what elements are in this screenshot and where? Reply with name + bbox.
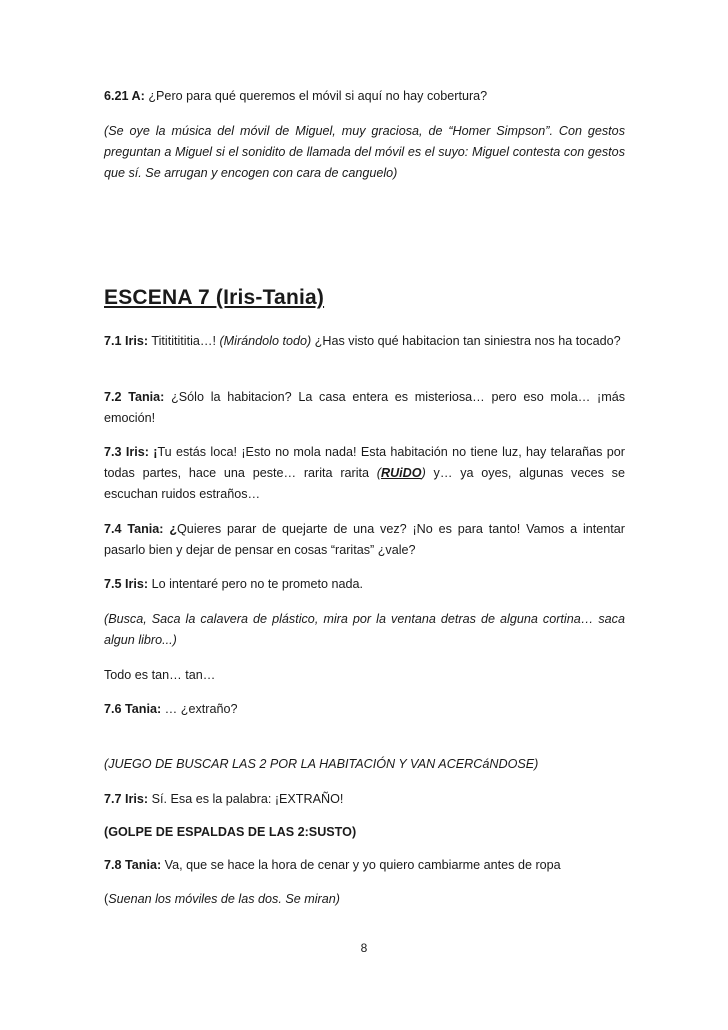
stage-direction-5: (Suenan los móviles de las dos. Se miran) xyxy=(104,892,340,906)
speaker-ref: 7.3 Iris: ¡ xyxy=(104,445,158,459)
dialogue-7-2: 7.2 Tania: ¿Sólo la habitacion? La casa entera es misteriosa… pero eso mola… ¡más emoción! xyxy=(104,390,625,425)
sound-cue: RUiDO xyxy=(380,466,422,480)
speaker-ref: 7.1 Iris: xyxy=(104,334,149,348)
speaker-ref: 7.2 Tania: xyxy=(104,390,165,404)
scene-heading: ESCENA 7 (Iris-Tania) xyxy=(104,286,325,309)
page-number: 8 xyxy=(360,941,368,955)
stage-direction-3: (JUEGO DE BUSCAR LAS 2 POR LA HABITACIÓN Y VAN ACERCáNDOSE) xyxy=(104,757,539,771)
stage-direction-2: (Busca, Saca la calavera de plástico, mira por la ventana detras de alguna cortina… saca algun libro...) xyxy=(104,612,625,647)
dialogue-7-1: 7.1 Iris: Titititititia…! (Mirándolo todo) ¿Has visto qué habitacion tan siniestra nos ha tocado? xyxy=(104,334,621,348)
dialogue-7-4: 7.4 Tania: ¿Quieres parar de quejarte de una vez? ¡No es para tanto! Vamos a intentar pasarlo bien y dejar de pensar en cosas “raritas” ¿vale? xyxy=(104,522,625,557)
dialogue-6-21 xyxy=(104,86,625,107)
stage-direction-1: (Se oye la música del móvil de Miguel, muy graciosa, de “Homer Simpson”. Con gestos preguntan a Miguel si el sonidito de llamada del móvil es el suyo: Miguel contesta con gestos que sí. Se arrugan y encogen con cara de canguelo) xyxy=(104,124,625,180)
dialogue-7-6: 7.6 Tania: … ¿extraño? xyxy=(104,702,238,716)
speaker-ref: 6.21 A: xyxy=(104,89,145,103)
speaker-ref: 7.7 Iris: xyxy=(104,792,149,806)
dialogue-text: ¿Pero para qué queremos el móvil si aquí no hay cobertura? xyxy=(144,89,488,103)
dialogue-7-3: 7.3 Iris: ¡Tu estás loca! ¡Esto no mola nada! Esta habitación no tiene luz, hay telarañas por todas partes, hace una peste… rarita rarita (RUiDO) y… ya oyes, algunas veces se escuchan ruidos estraños… xyxy=(104,445,625,501)
speaker-ref: 7.4 Tania: ¿ xyxy=(104,522,178,536)
stage-direction-4: (GOLPE DE ESPALDAS DE LAS 2:SUSTO) xyxy=(104,825,357,839)
speaker-ref: 7.6 Tania: xyxy=(104,702,162,716)
inline-direction: (Mirándolo todo) xyxy=(219,334,312,348)
dialogue-7-7: 7.7 Iris: Sí. Esa es la palabra: ¡EXTRAÑO! xyxy=(104,792,344,806)
dialogue-7-5: 7.5 Iris: Lo intentaré pero no te prometo nada. xyxy=(104,577,364,591)
speaker-ref: 7.8 Tania: xyxy=(104,858,162,872)
speaker-ref: 7.5 Iris: xyxy=(104,577,149,591)
dialogue-7-8: 7.8 Tania: Va, que se hace la hora de cenar y yo quiero cambiarme antes de ropa xyxy=(104,858,561,872)
dialogue-todo: Todo es tan… tan… xyxy=(104,668,216,682)
